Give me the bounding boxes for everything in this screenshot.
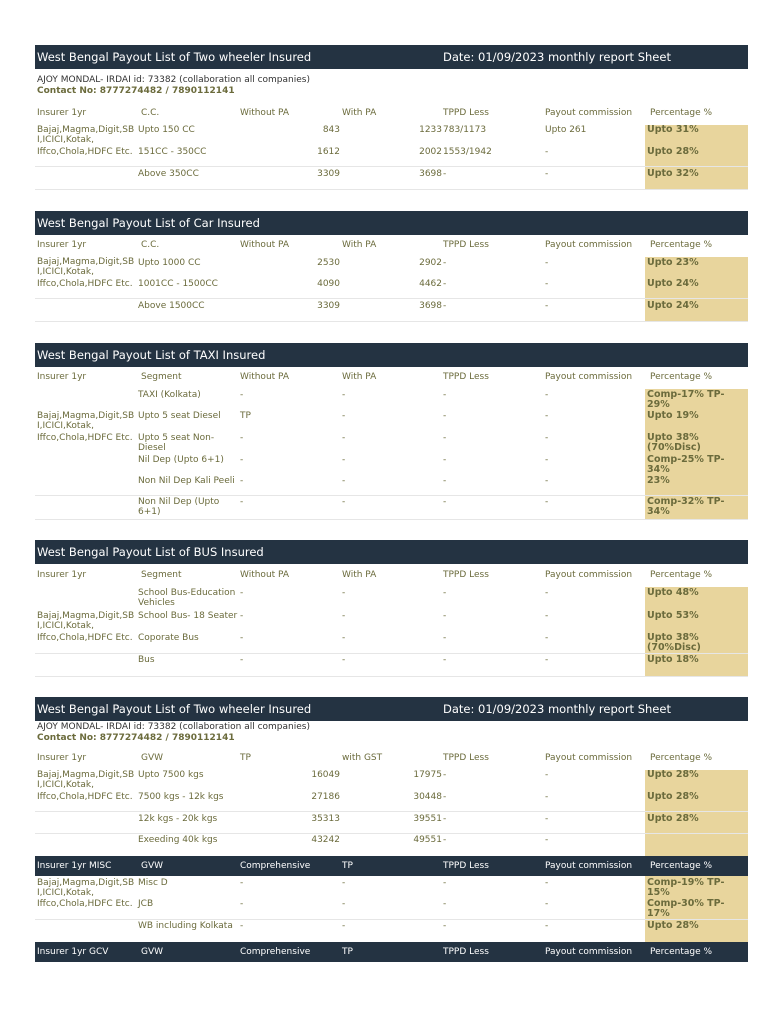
segment-cell: Nil Dep (Upto 6+1) [138,455,224,465]
segment-cell: 12k kgs - 20k kgs [138,814,218,824]
col-tppd: TPPD Less [443,861,489,871]
segment-cell: Above 1500CC [138,301,205,311]
percentage-cell: Upto 19% [647,410,699,421]
segment-cell: Non Nil Dep Kali Peeli [138,476,235,486]
section-title-bar [35,343,748,367]
payout-cell: - [545,899,549,909]
with-gst-cell: 49551 [413,835,442,845]
col-segment: C.C. [141,240,160,250]
payout-cell: - [545,588,549,598]
row-divider [35,321,748,322]
section-title-bar [35,211,748,235]
col-payout: Payout commission [545,372,633,382]
col-payout: Payout commission [545,861,633,871]
with-pa-cell: 2002 [419,147,442,157]
comprehensive-cell: - [240,878,244,888]
col-tp: TP [342,947,353,957]
with-pa-cell: - [342,455,346,465]
segment-cell: Coporate Bus [138,633,199,643]
tppd-cell: - [443,899,447,909]
tp-cell: - [342,899,346,909]
col-gvw: GVW [141,753,164,763]
row-divider [35,811,748,812]
segment-cell: Above 350CC [138,169,199,179]
with-pa-cell: - [342,588,346,598]
col-percentage: Percentage % [650,372,713,382]
payout-cell: - [545,279,549,289]
tp-cell: 16049 [311,770,340,780]
tp-cell: - [342,921,346,931]
row-divider [35,653,748,654]
percentage-cell: Upto 24% [647,300,699,311]
report-date: Date: 01/09/2023 monthly report Sheet [443,50,671,64]
segment-cell: Upto 5 seat Non-Diesel [138,433,215,453]
col-percentage: Percentage % [650,947,713,957]
col-tppd: TPPD Less [443,240,489,250]
percentage-cell: Comp-19% TP-15% [647,877,725,898]
col-percentage: Percentage % [650,570,713,580]
tppd-cell: - [443,476,447,486]
percentage-cell: Upto 24% [647,278,699,289]
segment-cell: Upto 150 CC [138,125,195,135]
tppd-cell: - [443,655,447,665]
report-date: Date: 01/09/2023 monthly report Sheet [443,702,671,716]
segment-cell: 151CC - 350CC [138,147,207,157]
segment-cell: WB including Kolkata [138,921,233,931]
without-pa-cell: 3309 [317,169,340,179]
insurer-list-2: Iffco,Chola,HDFC Etc. [37,279,133,289]
payout-cell: - [545,476,549,486]
without-pa-cell: - [240,497,244,507]
without-pa-cell: - [240,655,244,665]
tppd-cell: 1553/1942 [443,147,492,157]
payout-cell: - [545,169,549,179]
tppd-cell: - [443,770,447,780]
section-title: West Bengal Payout List of Two wheeler Insured [37,50,312,64]
insurer-list-1: Bajaj,Magma,Digit,SB I,ICICI,Kotak, [37,257,135,277]
col-tppd: TPPD Less [443,108,489,118]
insurer-list-1: Bajaj,Magma,Digit,SB I,ICICI,Kotak, [37,411,135,431]
with-pa-cell: 1233 [419,125,442,135]
column-header-row [35,108,748,122]
col-without-pa: Without PA [240,372,290,382]
percentage-cell: Comp-30% TP-17% [647,898,725,919]
segment-cell: 7500 kgs - 12k kgs [138,792,224,802]
col-without-pa: Without PA [240,108,290,118]
tppd-cell: - [443,497,447,507]
tppd-cell: - [443,455,447,465]
section-title-bar [35,697,748,721]
tppd-cell: - [443,878,447,888]
payout-cell: - [545,633,549,643]
percentage-cell: Upto 28% [647,813,699,824]
col-gvw: GVW [141,861,164,871]
segment-cell: Bus [138,655,155,665]
col-with-pa: With PA [342,240,377,250]
agent-info: AJOY MONDAL- IRDAI id: 73382 (collaboration all companies) [37,722,310,732]
tp-cell: - [342,878,346,888]
col-percentage: Percentage % [650,753,713,763]
comprehensive-cell: - [240,899,244,909]
col-insurer-gcv: Insurer 1yr GCV [37,947,109,957]
payout-cell: - [545,770,549,780]
with-pa-cell: 3698 [419,301,442,311]
segment-cell: School Bus- 18 Seater [138,611,238,621]
tppd-cell: - [443,633,447,643]
col-insurer: Insurer 1yr [37,570,87,580]
tppd-cell: - [443,835,447,845]
with-gst-cell: 17975 [413,770,442,780]
percentage-cell: Upto 18% [647,654,699,665]
percentage-cell: Upto 38% (70%Disc) [647,632,701,653]
col-segment: C.C. [141,108,160,118]
comprehensive-cell: - [240,921,244,931]
misc-header-bar [35,856,748,876]
insurer-list-2: Iffco,Chola,HDFC Etc. [37,899,133,909]
col-with-pa: With PA [342,372,377,382]
without-pa-cell: - [240,588,244,598]
payout-cell: - [545,497,549,507]
row-divider [35,166,748,167]
row-divider [35,519,748,520]
tppd-cell: - [443,611,447,621]
without-pa-cell: - [240,476,244,486]
with-gst-cell: 30448 [413,792,442,802]
col-percentage: Percentage % [650,240,713,250]
with-pa-cell: - [342,476,346,486]
without-pa-cell: - [240,390,244,400]
payout-cell: - [545,433,549,443]
col-without-pa: Without PA [240,240,290,250]
percentage-cell: 23% [647,475,670,486]
with-pa-cell: 3698 [419,169,442,179]
row-divider [35,495,748,496]
col-tppd: TPPD Less [443,570,489,580]
insurer-list-1: Bajaj,Magma,Digit,SB I,ICICI,Kotak, [37,125,135,145]
with-pa-cell: 2902 [419,258,442,268]
column-header-row [35,240,748,254]
col-insurer: Insurer 1yr [37,753,87,763]
payout-cell: - [545,835,549,845]
percentage-cell: Upto 31% [647,124,699,135]
percentage-cell: Upto 38% (70%Disc) [647,432,701,453]
segment-cell: TAXI (Kolkata) [138,390,201,400]
tp-cell: 43242 [311,835,340,845]
without-pa-cell: 2530 [317,258,340,268]
percentage-cell: Upto 32% [647,168,699,179]
col-insurer: Insurer 1yr [37,372,87,382]
payout-cell: Upto 261 [545,125,587,135]
with-pa-cell: 4462 [419,279,442,289]
col-payout: Payout commission [545,753,633,763]
col-payout: Payout commission [545,570,633,580]
tppd-cell: - [443,433,447,443]
without-pa-cell: - [240,633,244,643]
insurer-list-2: Iffco,Chola,HDFC Etc. [37,792,133,802]
row-divider [35,919,748,920]
payout-cell: - [545,411,549,421]
tppd-cell: - [443,169,447,179]
payout-cell: - [545,258,549,268]
insurer-list-2: Iffco,Chola,HDFC Etc. [37,433,133,443]
col-gvw: GVW [141,947,164,957]
payout-cell: - [545,301,549,311]
with-pa-cell: - [342,611,346,621]
col-insurer-misc: Insurer 1yr MISC [37,861,112,871]
row-divider [35,676,748,677]
with-gst-cell: 39551 [413,814,442,824]
contact-info: Contact No: 8777274482 / 7890112141 [37,86,235,96]
with-pa-cell: - [342,655,346,665]
col-segment: Segment [141,372,182,382]
percentage-cell: Upto 23% [647,257,699,268]
insurer-list-2: Iffco,Chola,HDFC Etc. [37,147,133,157]
tppd-cell: - [443,921,447,931]
col-insurer: Insurer 1yr [37,240,87,250]
tp-cell: 27186 [311,792,340,802]
percentage-cell: Comp-32% TP-34% [647,496,725,517]
section-title-bar [35,45,748,69]
with-pa-cell: - [342,633,346,643]
segment-cell: Upto 1000 CC [138,258,201,268]
insurer-list-1: Bajaj,Magma,Digit,SB I,ICICI,Kotak, [37,878,135,898]
col-payout: Payout commission [545,240,633,250]
payout-cell: - [545,655,549,665]
section-title: West Bengal Payout List of BUS Insured [37,545,264,559]
col-tppd: TPPD Less [443,372,489,382]
segment-cell: Non Nil Dep (Upto 6+1) [138,497,220,517]
row-divider [35,298,748,299]
section-title: West Bengal Payout List of Two wheeler Insured [37,702,312,716]
segment-cell: Upto 5 seat Diesel [138,411,221,421]
segment-cell: Upto 7500 kgs [138,770,204,780]
gcv-header-bar [35,942,748,962]
with-pa-cell: - [342,497,346,507]
percentage-cell: Upto 53% [647,610,699,621]
row-divider [35,833,748,834]
column-header-row [35,570,748,584]
tppd-cell: 783/1173 [443,125,487,135]
row-divider [35,189,748,190]
without-pa-cell: TP [240,411,251,421]
insurer-list-1: Bajaj,Magma,Digit,SB I,ICICI,Kotak, [37,770,135,790]
tp-cell: 35313 [311,814,340,824]
col-with-pa: With PA [342,108,377,118]
percentage-cell: Comp-17% TP-29% [647,389,725,410]
segment-cell: JCB [138,899,154,909]
col-with-gst: with GST [342,753,383,763]
without-pa-cell: 4090 [317,279,340,289]
segment-cell: 1001CC - 1500CC [138,279,218,289]
col-percentage: Percentage % [650,108,713,118]
section-title: West Bengal Payout List of Car Insured [37,216,260,230]
without-pa-cell: - [240,455,244,465]
col-with-pa: With PA [342,570,377,580]
column-header-row [35,753,748,767]
segment-cell: Exeeding 40k kgs [138,835,218,845]
payout-cell: - [545,878,549,888]
payout-cell: - [545,455,549,465]
percentage-cell: Upto 28% [647,791,699,802]
percentage-cell: Upto 48% [647,587,699,598]
col-payout: Payout commission [545,108,633,118]
tppd-cell: - [443,301,447,311]
col-without-pa: Without PA [240,570,290,580]
column-header-row [35,372,748,386]
section-title: West Bengal Payout List of TAXI Insured [37,348,266,362]
col-insurer: Insurer 1yr [37,108,87,118]
col-segment: Segment [141,570,182,580]
with-pa-cell: - [342,411,346,421]
payout-cell: - [545,147,549,157]
payout-cell: - [545,814,549,824]
payout-cell: - [545,921,549,931]
without-pa-cell: 1612 [317,147,340,157]
without-pa-cell: 3309 [317,301,340,311]
with-pa-cell: - [342,433,346,443]
insurer-list-2: Iffco,Chola,HDFC Etc. [37,633,133,643]
without-pa-cell: - [240,611,244,621]
col-payout: Payout commission [545,947,633,957]
tppd-cell: - [443,390,447,400]
payout-cell: - [545,611,549,621]
percentage-cell: Upto 28% [647,146,699,157]
col-comprehensive: Comprehensive [240,861,311,871]
contact-info: Contact No: 8777274482 / 7890112141 [37,733,235,743]
without-pa-cell: - [240,433,244,443]
section-title-bar [35,540,748,564]
segment-cell: Misc D [138,878,168,888]
col-tp: TP [240,753,251,763]
with-pa-cell: - [342,390,346,400]
col-comprehensive: Comprehensive [240,947,311,957]
payout-cell: - [545,390,549,400]
col-tp: TP [342,861,353,871]
insurer-list-1: Bajaj,Magma,Digit,SB I,ICICI,Kotak, [37,611,135,631]
tppd-cell: - [443,258,447,268]
payout-cell: - [545,792,549,802]
tppd-cell: - [443,814,447,824]
col-tppd: TPPD Less [443,947,489,957]
tppd-cell: - [443,411,447,421]
tppd-cell: - [443,588,447,598]
percentage-cell: Upto 28% [647,769,699,780]
tppd-cell: - [443,279,447,289]
percentage-cell: Comp-25% TP-34% [647,454,725,475]
without-pa-cell: 843 [322,125,340,135]
percentage-cell: Upto 28% [647,920,699,931]
col-tppd: TPPD Less [443,753,489,763]
tppd-cell: - [443,792,447,802]
col-percentage: Percentage % [650,861,713,871]
agent-info: AJOY MONDAL- IRDAI id: 73382 (collaboration all companies) [37,75,310,85]
segment-cell: School Bus-Education Vehicles [138,588,236,608]
